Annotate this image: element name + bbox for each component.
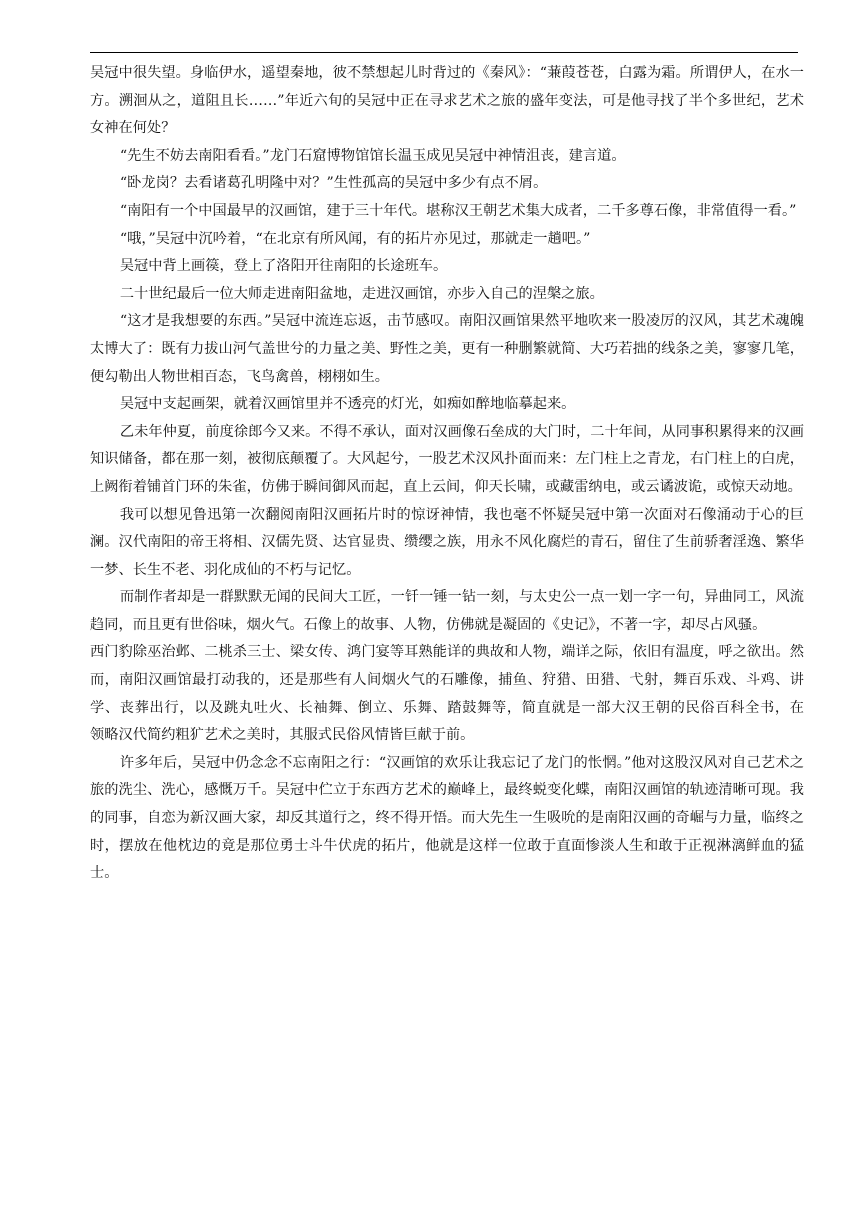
paragraph-5: “哦，”吴冠中沉吟着，“在北京有所风闻，有的拓片亦见过，那就走一趟吧。” (119, 230, 591, 247)
paragraph-2: “先生不妨去南阳看看。”龙门石窟博物馆馆长温玉成见吴冠中神情沮丧，建言道。 (119, 147, 626, 164)
header-rule (90, 52, 798, 53)
article-body (90, 60, 833, 888)
paragraph-11: 我可以想见鲁迅第一次翻阅南阳汉画拓片时的惊讶神情，我也毫不怀疑吴冠中第一次面对石像涌动于心的巨澜。汉代南阳的帝王将相、汉儒先贤、达官显贵、缵缨之族，用永不风化腐烂的青石，留住了生前骄奢淫逸、繁华一梦、长生不老、羽化成仙的不朽与记忆。 (90, 506, 804, 578)
paragraph-6: 吴冠中背上画篌，登上了洛阳开往南阳的长途班车。 (119, 258, 448, 275)
paragraph-9: 吴冠中支起画架，就着汉画馆里并不透亮的灯光，如痴如醉地临摹起来。 (119, 396, 576, 413)
paragraph-8: “这才是我想要的东西。”吴冠中流连忘返，击节感叹。南阳汉画馆果然平地吹来一股凌厉的汉风，其艺术魂魄太博大了：既有力拔山河气盖世兮的力量之美、野性之美，更有一种删繁就简、大巧若拙的线条之美，寥寥几笔，便勾勒出人物世相百态，飞鸟禽兽，栩栩如生。 (90, 313, 804, 385)
paragraph-4: “南阳有一个中国最早的汉画馆，建于三十年代。堪称汉王朝艺术集大成者，二千多尊石像，非常值得一看。” (119, 202, 797, 219)
paragraph-10: 乙未年仲夏，前度徐郎今又来。不得不承认，面对汉画像石垒成的大门时，二十年间，从同事积累得来的汉画知识储备，都在那一刻，被彻底颠覆了。大风起兮，一股艺术汉风扑面而来：左门柱上之青龙，右门柱上的白虎，上阙衔着铺首门环的朱雀，仿佛于瞬间御风而起，直上云间，仰天长啸，或藏雷纳电，或云谲波诡，或惊天动地。 (90, 423, 804, 495)
paragraph-13: 西门豹除巫治邺、二桃杀三士、梁女传、鸿门宴等耳熟能详的典故和人物，端详之际，依旧有温度，呼之欲出。然而，南阳汉画馆最打动我的，还是那些有人间烟火气的石雕像，捕鱼、狩猎、田猎、弋射，舞百乐戏、斗鸡、讲学、丧葬出行，以及跳丸吐火、长袖舞、倒立、乐舞、踏鼓舞等，简直就是一部大汉王朝的民俗百科全书，在 领略汉代简约粗犷艺术之美时，其服式民俗风情皆巨献于前。 (90, 644, 833, 744)
paragraph-14: 许多年后，吴冠中仍念念不忘南阳之行：“汉画馆的欢乐让我忘记了龙门的怅惘。”他对这股汉风对自己艺术之旅的洗尘、洗心，感慨万千。吴冠中伫立于东西方艺术的巅峰上，最终蜕变化蝶，南阳汉画馆的轨迹清晰可现。我的同事，自恋为新汉画大家，却反其道行之，终不得开悟。而大先生一生吸吮的是南阳汉画的奇崛与力量，临终之时，摆放在他枕边的竟是那位勇士斗牛伏虎的拓片，他就是这样一位敢于直面惨淡人生和敢于正视淋漓鲜血的猛士。 (90, 754, 804, 882)
paragraph-12: 而制作者却是一群默默无闻的民间大工匠，一钎一锤一钻一刻，与太史公一点一划一字一句，异曲同工，风流趋同，而且更有世俗味，烟火气。石像上的故事、人物，仿佛就是凝固的《史记》，不著一字，却尽占风骚。 (90, 589, 804, 633)
paragraph-3: “卧龙岗？去看诸葛孔明隆中对？”生性孤高的吴冠中多少有点不屑。 (119, 175, 548, 192)
paragraph-1: 吴冠中很失望。身临伊水，遥望秦地，彼不禁想起儿时背过的《秦风》：“蒹葭苍苍，白露为霜。所谓伊人，在水一方。溯洄从之，道阻且长……”年近六旬的吴冠中正在寻求艺术之旅的盛年变法，可是他寻找了半个多世纪，艺术女神在何处？ (90, 65, 804, 137)
paragraph-7: 二十世纪最后一位大师走进南阳盆地，走进汉画馆，亦步入自己的涅槃之旅。 (119, 285, 604, 302)
